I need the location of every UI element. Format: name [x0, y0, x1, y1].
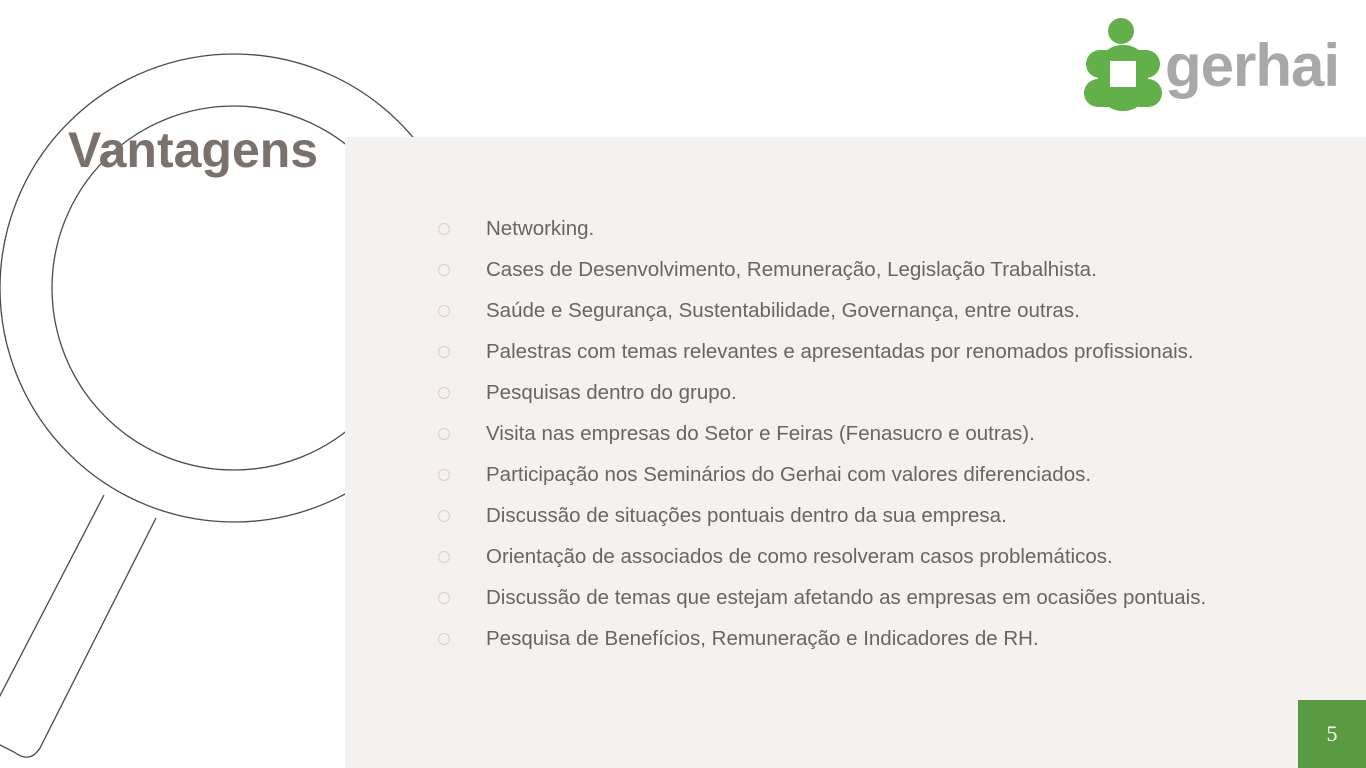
list-item-text: Palestras com temas relevantes e apresentadas por renomados profissionais. — [486, 339, 1194, 363]
list-item — [436, 208, 1206, 249]
page-number-badge: 5 — [1298, 700, 1366, 768]
list-item — [436, 454, 1206, 495]
circle-outline-icon — [438, 346, 450, 358]
gerhai-logo — [1084, 16, 1344, 116]
list-item — [436, 249, 1206, 290]
advantages-list — [436, 208, 1206, 659]
gerhai-figure-icon — [1084, 16, 1162, 116]
slide-title: Vantagens — [68, 122, 319, 178]
list-item-text: Discussão de temas que estejam afetando as empresas em ocasiões pontuais. — [486, 585, 1207, 609]
list-item — [436, 577, 1206, 618]
circle-outline-icon — [438, 305, 450, 317]
list-item-text: Saúde e Segurança, Sustentabilidade, Governança, entre outras. — [486, 298, 1080, 322]
list-item-text: Participação nos Seminários do Gerhai com valores diferenciados. — [486, 462, 1092, 486]
list-item — [436, 413, 1206, 454]
circle-outline-icon — [438, 551, 450, 563]
circle-outline-icon — [438, 592, 450, 604]
list-item-text: Orientação de associados de como resolveram casos problemáticos. — [486, 544, 1113, 568]
circle-outline-icon — [438, 469, 450, 481]
list-item — [436, 372, 1206, 413]
list-item — [436, 618, 1206, 659]
circle-outline-icon — [438, 223, 450, 235]
list-item — [436, 290, 1206, 331]
circle-outline-icon — [438, 510, 450, 522]
circle-outline-icon — [438, 387, 450, 399]
circle-outline-icon — [438, 264, 450, 276]
list-item — [436, 495, 1206, 536]
list-item-text: Networking. — [486, 216, 595, 240]
list-item-text: Pesquisas dentro do grupo. — [486, 380, 737, 404]
list-item-text: Pesquisa de Benefícios, Remuneração e Indicadores de RH. — [486, 626, 1039, 650]
logo-text: gerhai — [1165, 32, 1340, 99]
circle-outline-icon — [438, 633, 450, 645]
list-item — [436, 536, 1206, 577]
list-item-text: Discussão de situações pontuais dentro da sua empresa. — [486, 503, 1007, 527]
list-item-text: Visita nas empresas do Setor e Feiras (Fenasucro e outras). — [486, 421, 1035, 445]
circle-outline-icon — [438, 428, 450, 440]
list-item — [436, 331, 1206, 372]
list-item-text: Cases de Desenvolvimento, Remuneração, Legislação Trabalhista. — [486, 257, 1097, 281]
